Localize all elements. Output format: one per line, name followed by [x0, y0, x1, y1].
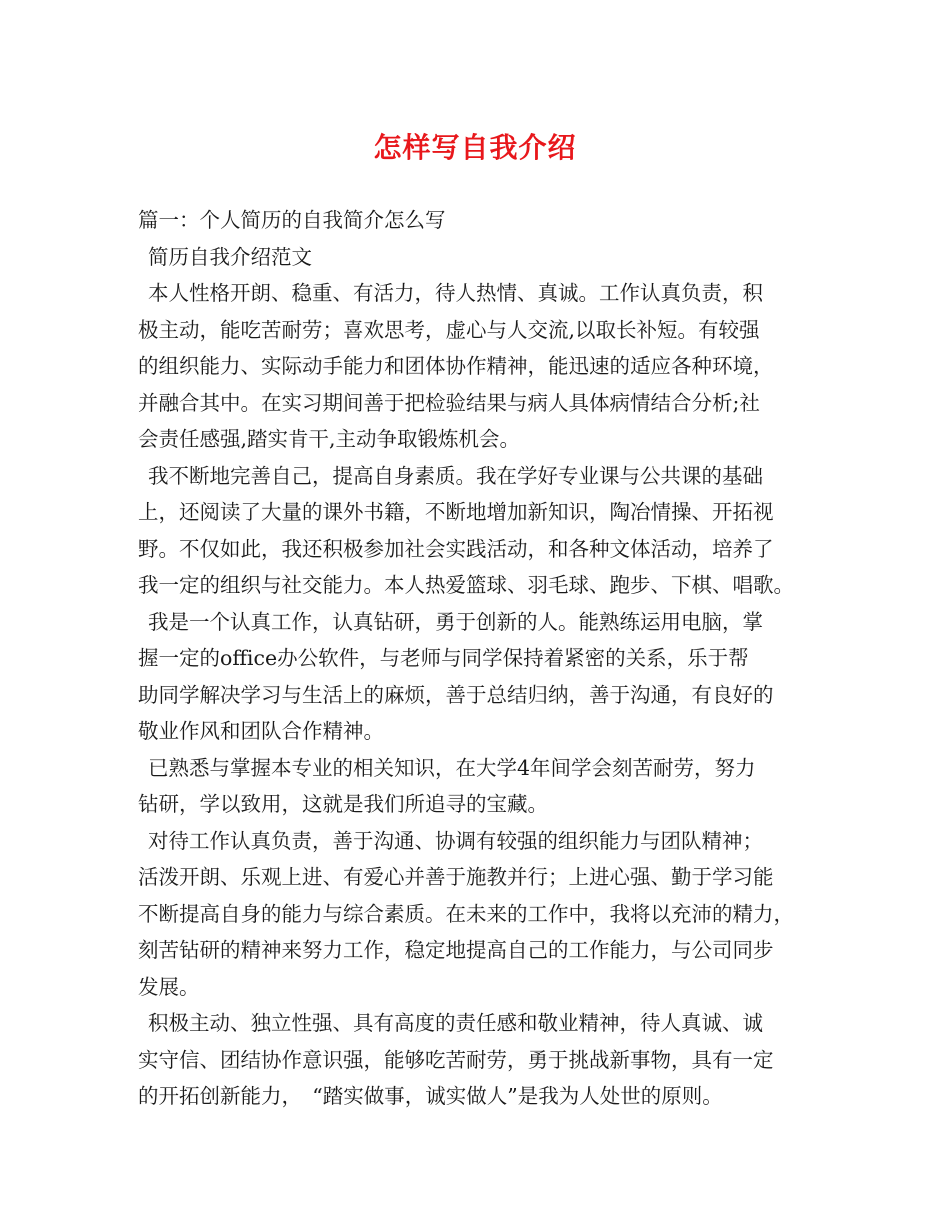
paragraph-line: 上，还阅读了大量的课外书籍，不断地增加新知识，陶冶情操、开拓视: [138, 500, 774, 524]
paragraph: [138, 458, 818, 604]
paragraph: [138, 823, 818, 1006]
paragraph-line: 钻研，学以致用，这就是我们所追寻的宝藏。: [138, 792, 548, 816]
paragraph-line: 对待工作认真负责，善于沟通、协调有较强的组织能力与团队精神；: [148, 828, 763, 853]
paragraph-line: 活泼开朗、乐观上进、有爱心并善于施教并行；上进心强、勤于学习能: [138, 865, 774, 889]
paragraph-line: 我不断地完善自己，提高自身素质。我在学好专业课与公共课的基础: [148, 463, 763, 488]
paragraph-line: 握一定的office办公软件，与老师与同学保持着紧密的关系，乐于帮: [138, 646, 749, 670]
paragraph-line: 极主动，能吃苦耐劳；喜欢思考，虚心与人交流,以取长补短。有较强: [138, 317, 760, 342]
paragraph-line: 助同学解决学习与生活上的麻烦，善于总结归纳，善于沟通，有良好的: [138, 682, 774, 707]
section-heading: 篇一：个人简历的自我简介怎么写: [138, 208, 446, 232]
paragraph-line: 本人性格开朗、稳重、有活力，待人热情、真诚。工作认真负责，积: [148, 281, 763, 305]
paragraph-line: 实守信、团结协作意识强，能够吃苦耐劳，勇于挑战新事物，具有一定: [138, 1047, 774, 1072]
paragraph-line: 我一定的组织与社交能力。本人热爱篮球、羽毛球、跑步、下棋、唱歌。: [138, 573, 794, 597]
paragraph: [138, 275, 818, 458]
paragraph-line: 的组织能力、实际动手能力和团体协作精神，能迅速的适应各种环境，: [138, 354, 774, 378]
document-title: 怎样写自我介绍: [373, 131, 577, 164]
paragraph-line: 我是一个认真工作，认真钻研，勇于创新的人。能熟练运用电脑，掌: [148, 609, 763, 634]
paragraph-line: 发展。: [138, 974, 200, 999]
paragraph-line: 会责任感强,踏实肯干,主动争取锻炼机会。: [138, 427, 521, 451]
paragraph-line: 不断提高自身的能力与综合素质。在未来的工作中，我将以充沛的精力，: [138, 901, 794, 926]
paragraph-line: 敬业作风和团队合作精神。: [138, 719, 384, 743]
paragraph-line: 刻苦钻研的精神来努力工作，稳定地提高自己的工作能力，与公司同步: [138, 938, 774, 962]
paragraph-line: 并融合其中。在实习期间善于把检验结果与病人具体病情结合分析;社: [138, 390, 760, 415]
paragraph: [138, 750, 818, 823]
paragraph: [138, 604, 818, 750]
section-subheading: 简历自我介绍范文: [148, 244, 312, 269]
document-body: [138, 202, 818, 1115]
paragraph-line: 的开拓创新能力， “踏实做事，诚实做人”是我为人处世的原则。: [138, 1084, 723, 1108]
paragraph: [138, 1005, 818, 1115]
paragraph-line: 积极主动、独立性强、具有高度的责任感和敬业精神，待人真诚、诚: [148, 1011, 763, 1035]
paragraph-line: 野。不仅如此，我还积极参加社会实践活动，和各种文体活动，培养了: [138, 536, 774, 561]
paragraph-line: 已熟悉与掌握本专业的相关知识，在大学4年间学会刻苦耐劳，努力: [148, 755, 756, 780]
paragraph-list: [138, 275, 818, 1115]
